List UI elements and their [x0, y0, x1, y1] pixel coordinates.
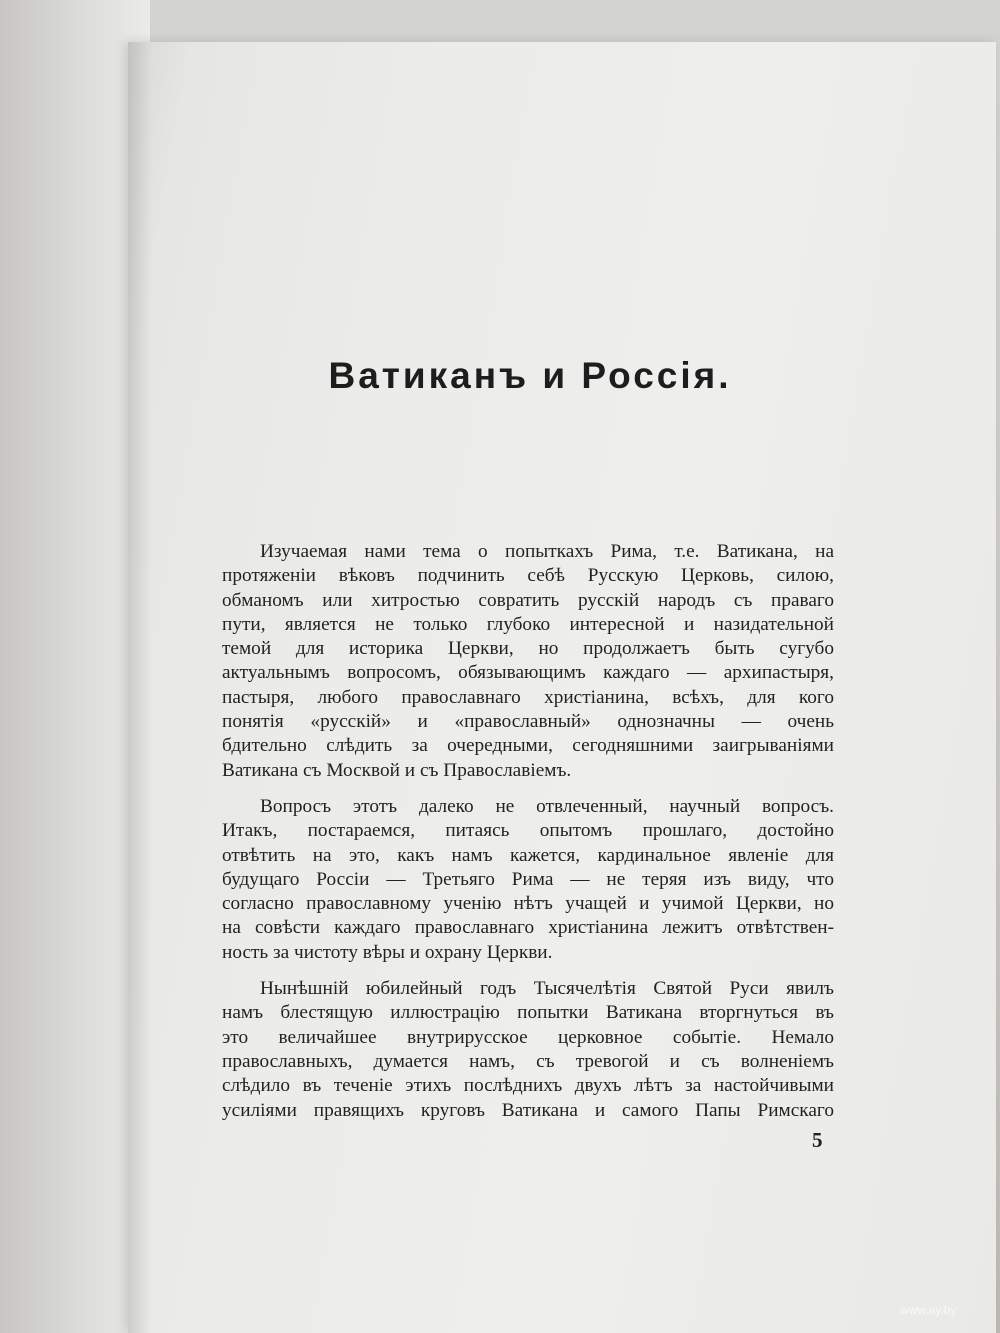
text-line: пути, является не только глубоко интересной и назидательной — [222, 613, 834, 635]
text-line: это величайшее внутрирусское церковное событіе. Немало — [222, 1026, 834, 1048]
text-line: протяженіи вѣковъ подчинить себѣ Русскую Церковь, силою, — [222, 565, 834, 587]
text-line: отвѣтить на это, какъ намъ кажется, кардинальное явленіе для — [222, 844, 834, 866]
text-line: Изучаемая нами тема о попыткахъ Рима, т.е. Ватикана, на — [260, 541, 834, 562]
text-line: темой для историка Церкви, но продолжаетъ быть сугубо — [222, 638, 834, 660]
paragraph-1 — [222, 540, 834, 783]
text-line: ность за чистоту вѣры и охрану Церкви. — [222, 941, 553, 963]
text-line: Вопросъ этотъ далеко не отвлеченный, научный вопросъ. — [260, 795, 834, 817]
text-line: слѣдило въ теченіе этихъ послѣднихъ двухъ лѣтъ за настойчивыми — [222, 1075, 834, 1097]
text-line: Ватикана съ Москвой и съ Православіемъ. — [222, 759, 572, 781]
text-line: бдительно слѣдить за очередными, сегодняшними заигрываніями — [222, 735, 834, 757]
text-line: обманомъ или хитростью совратить русскій народъ съ праваго — [222, 589, 834, 611]
text-line: согласно православному ученію нѣтъ учащей и учимой Церкви, но — [222, 893, 834, 915]
text-line: Итакъ, постараемся, питаясь опытомъ прошлаго, достойно — [222, 820, 834, 842]
text-line: пастыря, любого православнаго христіанина, всѣхъ, для кого — [222, 686, 834, 708]
paragraph-3 — [222, 977, 834, 1123]
text-line: усиліями правящихъ круговъ Ватикана и самого Папы Римскаго — [222, 1099, 834, 1121]
text-line: намъ блестящую иллюстрацію попытки Ватикана вторгнуться въ — [222, 1002, 834, 1024]
text-line: Нынѣшній юбилейный годъ Тысячелѣтія Святой Руси явилъ — [260, 978, 834, 1000]
paragraph-2 — [222, 795, 834, 965]
text-line: на совѣсти каждаго православнаго христіанина лежитъ отвѣтствен- — [222, 917, 834, 939]
text-line: православныхъ, думается намъ, съ тревогой и съ волненіемъ — [222, 1050, 834, 1072]
page-title: Ватиканъ и Россія. — [328, 355, 732, 396]
text-line: понятія «русскій» и «православный» однозначны — очень — [222, 711, 834, 733]
text-line: актуальнымъ вопросомъ, обязывающимъ каждаго — архипастыря, — [222, 662, 834, 684]
page-number: 5 — [812, 1128, 823, 1152]
watermark: www.ay.by — [900, 1303, 957, 1317]
page-gutter-shadow — [128, 42, 152, 1333]
text-line: будущаго Россіи — Третьяго Рима — не теряя изъ виду, что — [222, 868, 834, 890]
body-text — [222, 540, 834, 1135]
